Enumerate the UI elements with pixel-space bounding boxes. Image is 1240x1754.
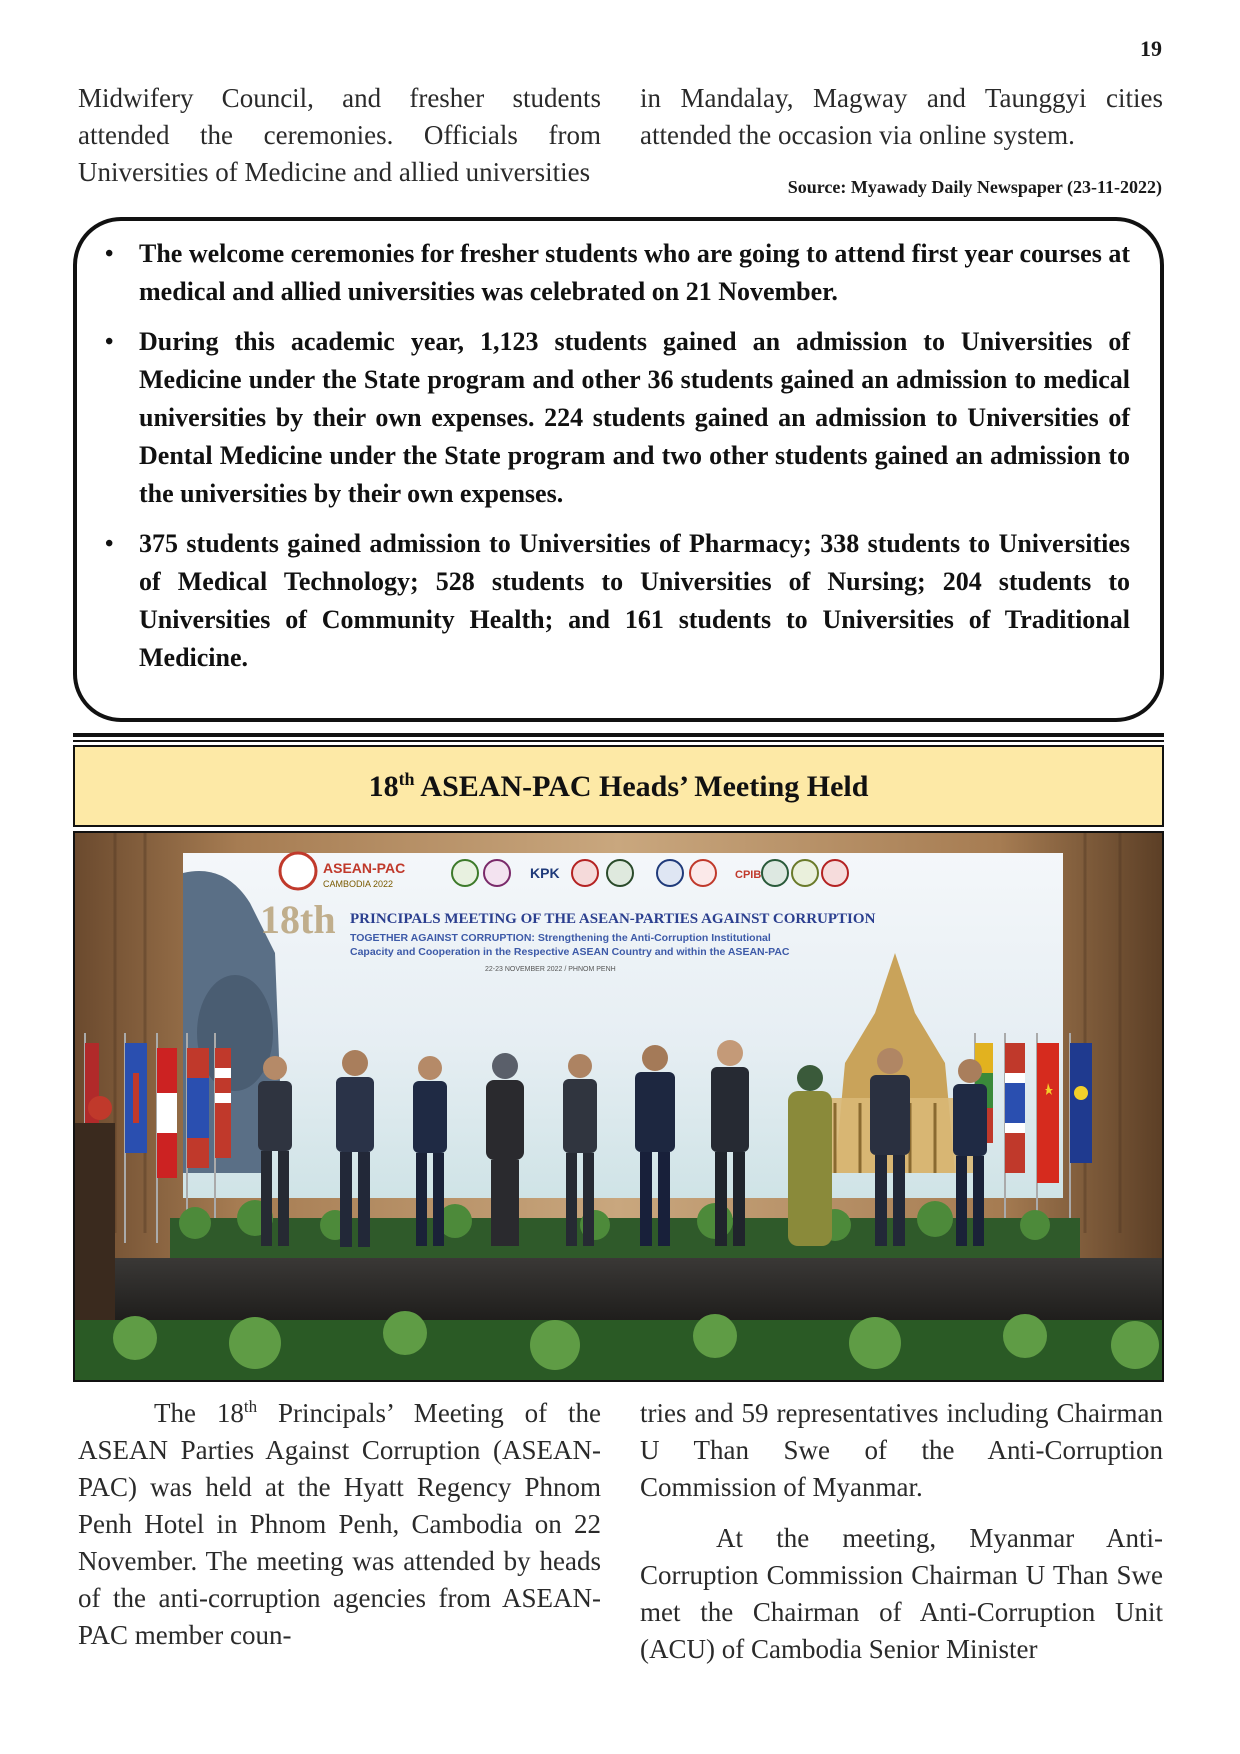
kpk-logo-text: KPK: [530, 865, 560, 881]
section-divider-thin: [73, 740, 1164, 742]
top-right-column: [640, 80, 1163, 154]
article-lead-before: The 18: [154, 1398, 244, 1428]
screen-subline-2: Capacity and Cooperation in the Respective ASEAN Country and within the ASEAN-PAC: [350, 946, 790, 958]
summary-bullet: • The welcome ceremonies for fresher students who are going to attend first year courses at medical and allied universities was celebrated on 21 November.: [139, 235, 1130, 311]
article-right-column: [640, 1395, 1163, 1668]
section-title-number: 18: [368, 769, 399, 803]
page-number: 19: [1140, 36, 1162, 61]
summary-bullet: • During this academic year, 1,123 students gained an admission to Universities of Medicine under the State program and other 36 students gained an admission to medical universities by their own expenses. 224 students gained an admission to Universities of Dental Medicine under the State program and two other students gained an admission to the universities by their own expenses.: [139, 323, 1130, 513]
top-left-paragraph: Midwifery Council, and fresher students attended the ceremonies. Officials from Universities of Medicine and allied universities: [78, 83, 601, 187]
top-left-column: [78, 80, 601, 191]
article-lead-after: Principals’ Meeting of the ASEAN Parties Against Corruption (ASEAN-PAC) was held at the Hyatt Regency Phnom Penh Hotel in Phnom Penh, Cambodia on 22 November. The meeting was attended by heads of the anti-corruption agencies from ASEAN-PAC member coun-: [78, 1398, 601, 1650]
article-paragraph-2: At the meeting, Myanmar Anti-Corruption Commission Chairman U Than Swe met the Chairman of Anti-Corruption Unit (ACU) of Cambodia Senior Minister: [640, 1523, 1163, 1664]
summary-bullet: • 375 students gained admission to Universities of Pharmacy; 338 students to Universities of Medical Technology; 528 students to Universities of Nursing; 204 students to Universities of Community Health; and 161 students to Universities of Traditional Medicine.: [139, 525, 1130, 677]
article-lead-superscript: th: [243, 1397, 258, 1416]
top-right-paragraph: in Mandalay, Magway and Taunggyi cities attended the occasion via online system.: [640, 83, 1163, 150]
summary-box: [73, 217, 1164, 722]
screen-headline: PRINCIPALS MEETING OF THE ASEAN-PARTIES AGAINST CORRUPTION: [350, 911, 876, 927]
article-lead-paragraph: [78, 1395, 601, 1654]
cpib-logo-text: CPIB: [735, 869, 762, 881]
logo-text-2: CAMBODIA 2022: [323, 879, 394, 889]
section-title-superscript: th: [398, 768, 415, 789]
source-credit: Source: Myawady Daily Newspaper (23-11-2022): [787, 177, 1162, 197]
logo-text-1: ASEAN-PAC: [323, 860, 406, 876]
section-divider-thick: [73, 733, 1164, 737]
article-continuation: tries and 59 representatives including Chairman U Than Swe of the Anti-Corruption Commission of Myanmar.: [640, 1398, 1163, 1502]
meeting-photo-illustration: [75, 833, 1162, 1380]
meeting-photo: [73, 831, 1164, 1382]
section-banner: [73, 745, 1164, 827]
section-title-text: ASEAN-PAC Heads’ Meeting Held: [414, 769, 869, 803]
screen-big-number: 18th: [260, 897, 336, 942]
summary-list: [77, 221, 1160, 677]
article-left-column: [78, 1395, 601, 1654]
screen-date-line: 22-23 NOVEMBER 2022 / PHNOM PENH: [485, 966, 616, 973]
screen-subline-1: TOGETHER AGAINST CORRUPTION: Strengthening the Anti-Corruption Institutional: [350, 932, 771, 944]
section-title: [369, 769, 869, 804]
